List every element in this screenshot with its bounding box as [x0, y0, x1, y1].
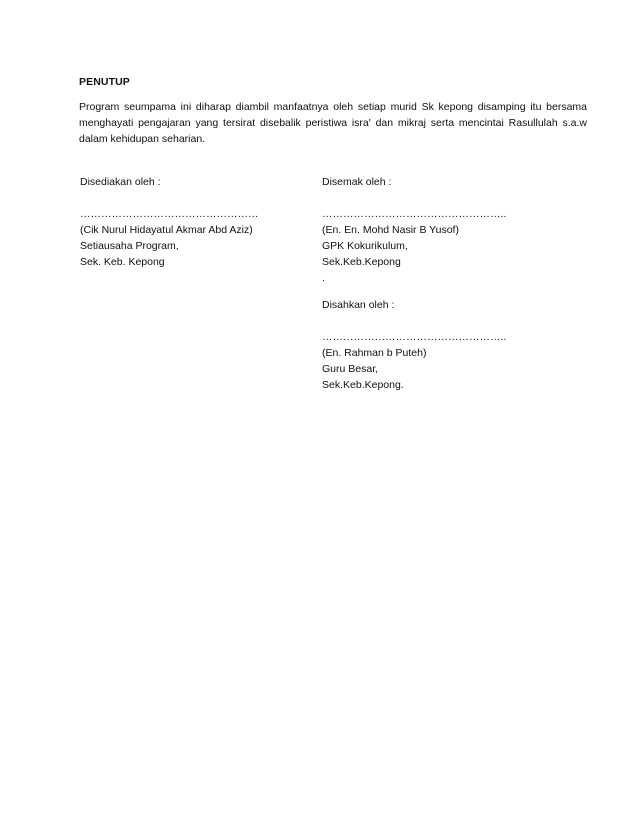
trailing-dot: . — [322, 272, 325, 284]
paragraph-line: dalam kehidupan seharian. — [79, 133, 206, 145]
signature-checked-by — [322, 174, 562, 286]
signatory-position: Setiausaha Program, — [80, 240, 179, 252]
closing-paragraph — [79, 99, 587, 147]
signature-dotted-line: …………………………………………….. — [322, 331, 507, 343]
signature-prepared-by — [80, 174, 320, 270]
signatory-name: (En. En. Mohd Nasir B Yusof) — [322, 224, 459, 236]
signatory-school: Sek. Keb. Kepong — [80, 256, 165, 268]
signature-dotted-line: …………………………………………… — [80, 208, 259, 220]
signature-label: Disahkan oleh : — [322, 299, 395, 311]
section-heading: PENUTUP — [79, 76, 130, 88]
paragraph-line: Program seumpama ini diharap diambil manfaatnya oleh setiap murid Sk kepong disamping itu bersama — [79, 101, 587, 113]
signatory-position: Guru Besar, — [322, 363, 379, 375]
signature-approved-by — [322, 297, 562, 393]
paragraph-line: menghayati pengajaran yang tersirat disebalik peristiwa isra' dan mikraj serta mencintai Rasullulah s.a.w — [79, 117, 587, 129]
signature-dotted-line: …………………………………………….. — [322, 208, 507, 220]
signatory-school: Sek.Keb.Kepong — [322, 256, 401, 268]
signatory-position: GPK Kokurikulum, — [322, 240, 408, 252]
signature-label: Disemak oleh : — [322, 176, 392, 188]
signatory-school: Sek.Keb.Kepong. — [322, 379, 404, 391]
signature-label: Disediakan oleh : — [80, 176, 161, 188]
signatory-name: (Cik Nurul Hidayatul Akmar Abd Aziz) — [80, 224, 253, 236]
signatory-name: (En. Rahman b Puteh) — [322, 347, 427, 359]
